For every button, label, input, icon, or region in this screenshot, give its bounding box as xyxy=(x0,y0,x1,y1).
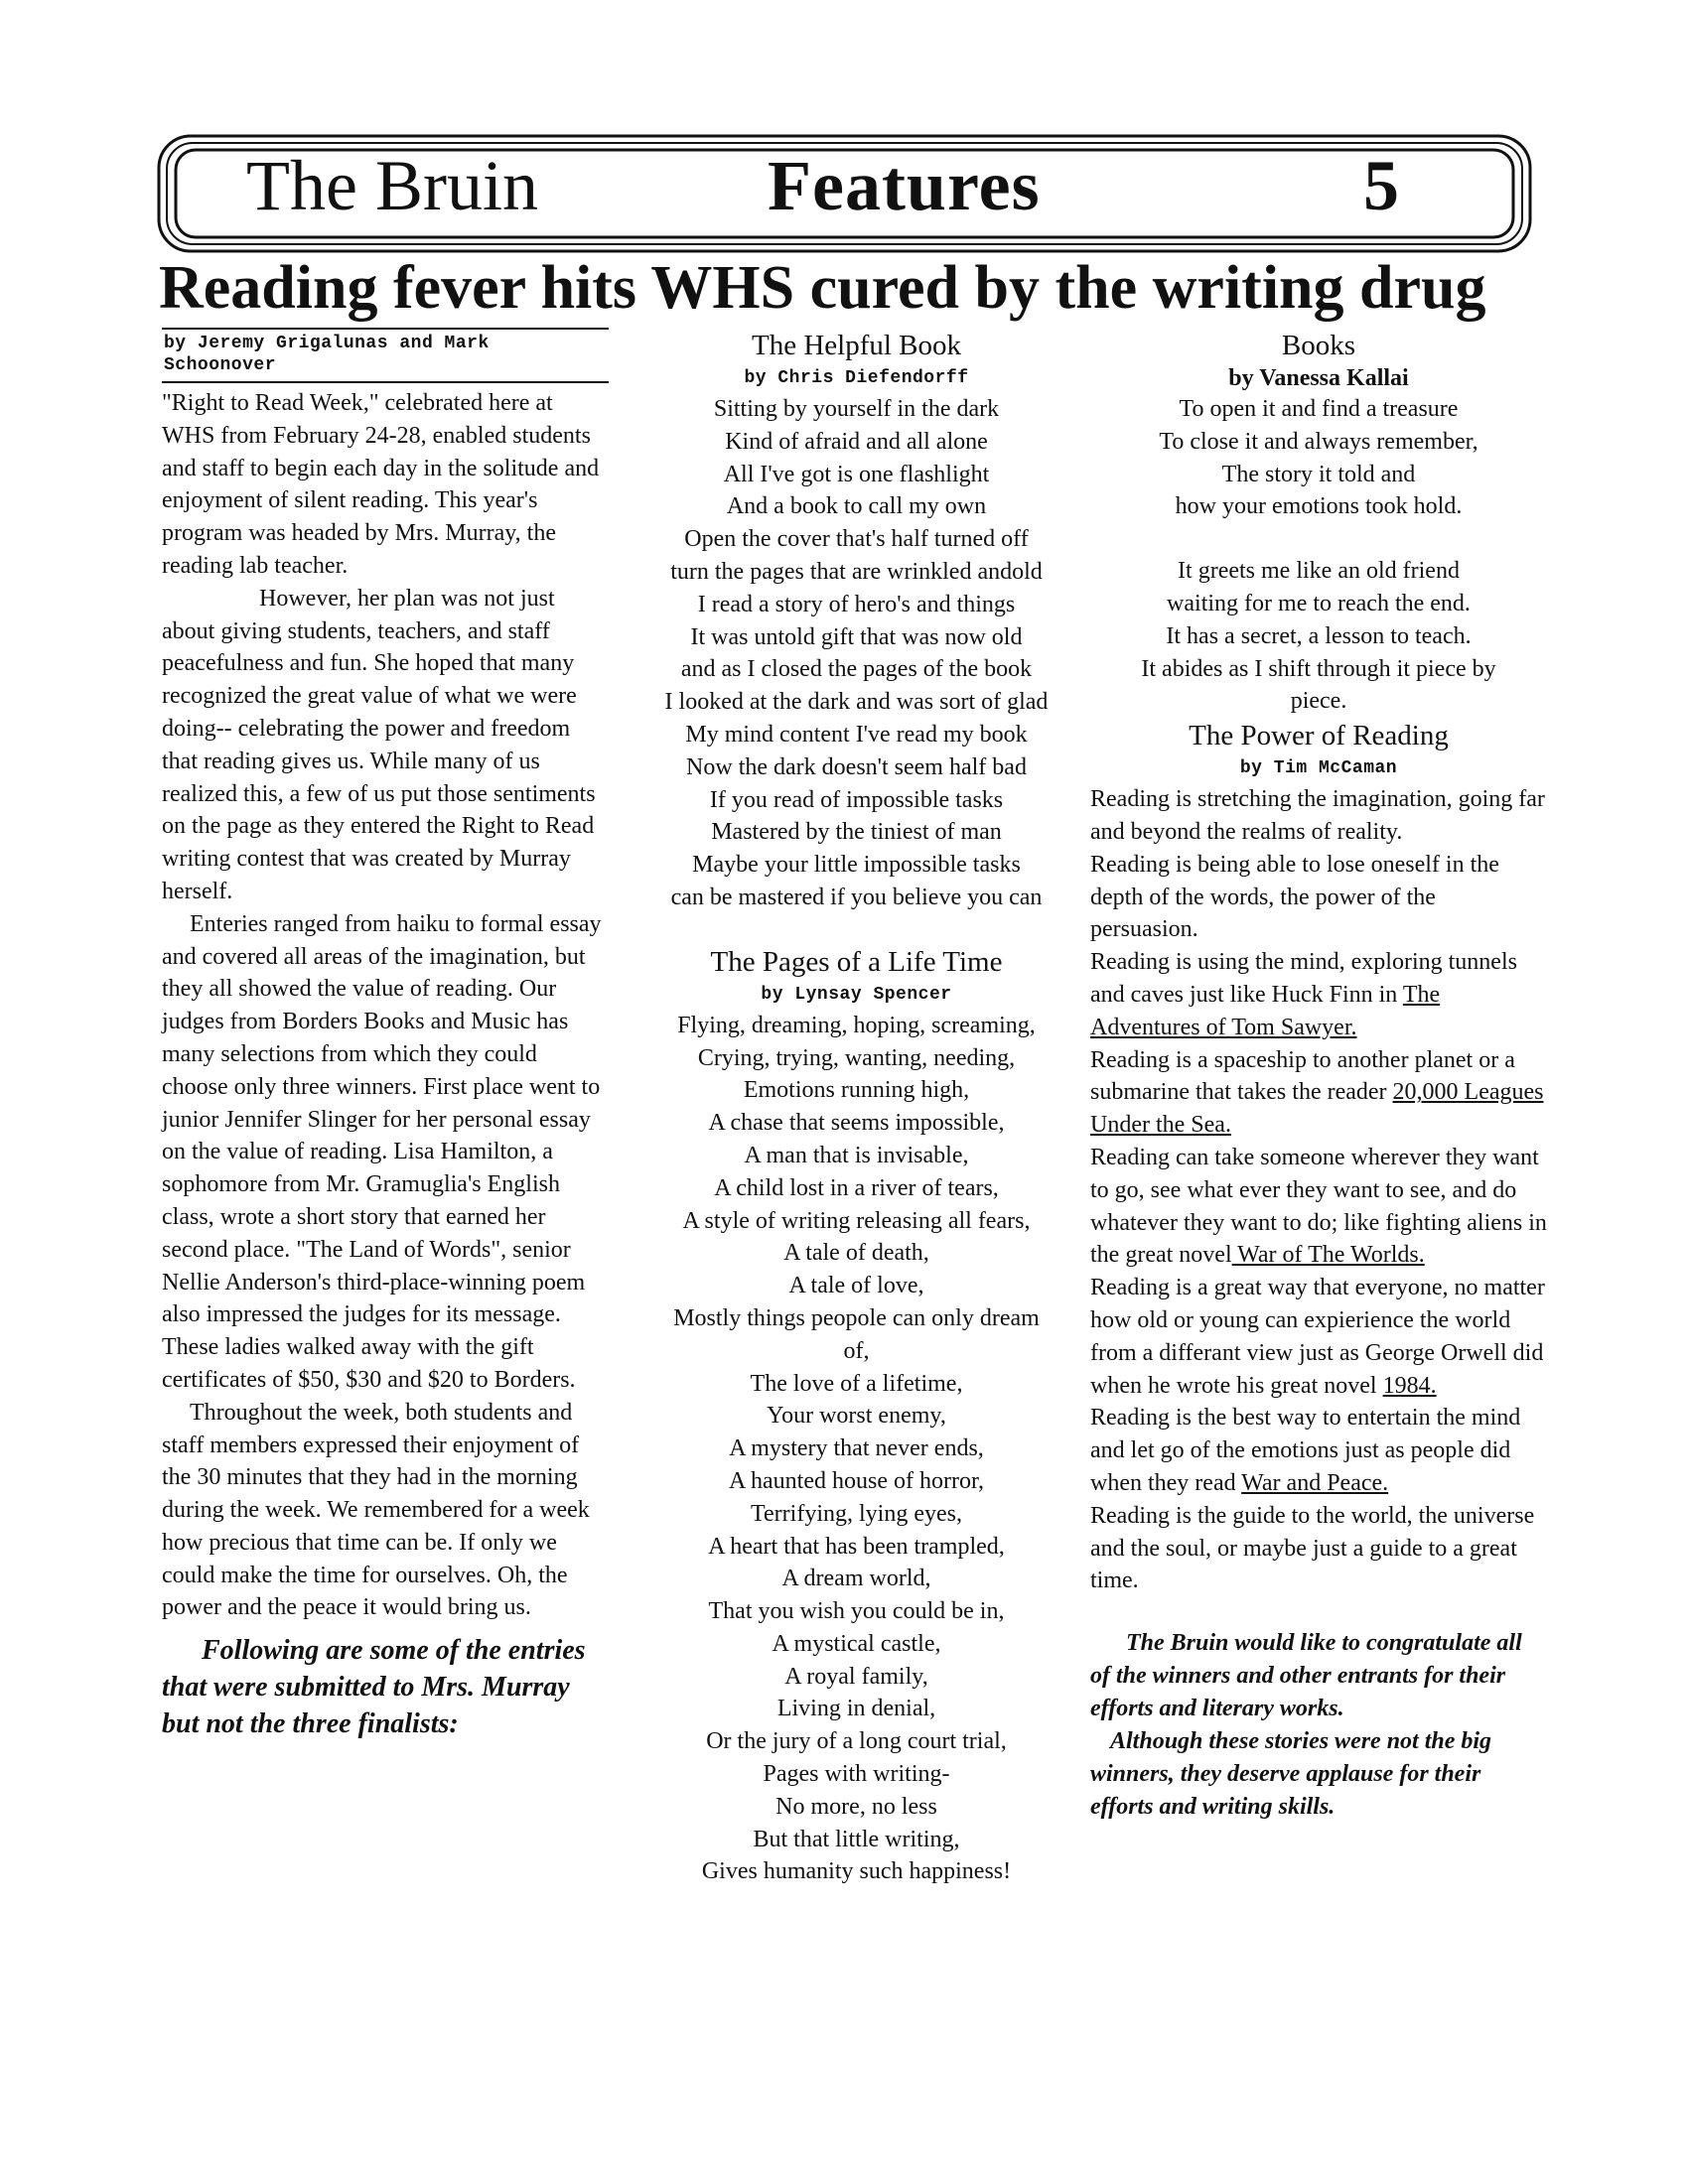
poem-line: I read a story of hero's and things xyxy=(697,591,1016,617)
poem-stanza xyxy=(1090,1044,1547,1142)
poem-stanza: Reading is being able to lose oneself in the depth of the words, the power of the persuasion. xyxy=(1090,851,1499,943)
article-paragraph: However, her plan was not just about giving students, teachers, and staff peacefulness and fun. She hoped that many recognized the great value of what we were doing-- celebrating the power and freedom that reading gives us. While many of us realized this, a few of us put those sentiments on the page as they entered the Right to Read writing contest that was created by Murray herself. xyxy=(162,585,596,904)
book-title: War of The Worlds. xyxy=(1231,1242,1425,1269)
poem-line: My mind content I've read my book xyxy=(685,721,1028,748)
poem-stanza xyxy=(1090,1142,1547,1272)
poem-line: A haunted house of horror, xyxy=(729,1467,984,1494)
poem-line: Now the dark doesn't seem half bad xyxy=(686,753,1027,780)
poem-byline: by Vanessa Kallai xyxy=(1228,365,1409,391)
poem-line: Maybe your little impossible tasks xyxy=(692,852,1021,879)
closing-paragraph: The Bruin would like to congratulate all of the winners and other entrants for their efforts and literary works. xyxy=(1090,1630,1522,1722)
poem-line: To open it and find a treasure xyxy=(1179,396,1459,422)
poem-line: A chase that seems impossible, xyxy=(708,1110,1005,1137)
poem-line: turn the pages that are wrinkled andold xyxy=(670,558,1043,585)
article-paragraph: Enteries ranged from haiku to formal essay and covered all areas of the imagination, but they all showed the value of reading. Our judges from Borders Books and Music has many selections from which they could choose only three winners. First place went to junior Jennifer Slinger for her personal essay on the value of reading. Lisa Hamilton, a sophomore from Mr. Gramuglia's English class, wrote a short story that earned her second place. "The Land of Words", senior Nellie Anderson's third-place-winning poem also impressed the judges for its message. These ladies walked away with the gift certificates of $50, $30 and $20 to Borders. xyxy=(162,910,602,1393)
poem-line: Living in denial, xyxy=(776,1696,936,1722)
poem-line: Terrifying, lying eyes, xyxy=(751,1500,962,1527)
poem-body xyxy=(631,1010,1082,1889)
poem-title: The Helpful Book xyxy=(751,330,961,361)
poem-stanza xyxy=(1090,1272,1547,1402)
right-column xyxy=(1090,328,1547,1824)
section-banner xyxy=(157,134,1532,253)
poem-line: It was untold gift that was now old xyxy=(690,623,1023,650)
poem-line: A child lost in a river of tears, xyxy=(714,1174,999,1201)
poem-line: The story it told and xyxy=(1221,461,1416,487)
poem-line: Gives humanity such happiness! xyxy=(701,1858,1012,1885)
poem-line: A mystery that never ends, xyxy=(729,1435,984,1462)
poem-line: Crying, trying, wanting, needing, xyxy=(697,1044,1016,1071)
poem-line: Kind of afraid and all alone xyxy=(725,428,988,455)
poem-line: A dream world, xyxy=(781,1566,931,1592)
poem-line: and as I closed the pages of the book xyxy=(680,656,1033,683)
entries-intro: Following are some of the entries that were submitted to Mrs. Murray but not the three finalists: xyxy=(162,1635,586,1740)
poem-byline: by Lynsay Spencer xyxy=(761,984,952,1005)
poem-title: Books xyxy=(1281,330,1356,361)
poem-line: piece. xyxy=(1290,688,1347,715)
poem-stanza xyxy=(1090,946,1547,1043)
poem-line: And a book to call my own xyxy=(726,493,987,520)
poem-line: A mystical castle, xyxy=(772,1630,941,1657)
poem-line: No more, no less xyxy=(775,1793,937,1820)
poem-body xyxy=(631,393,1082,914)
poem-line: A tale of death, xyxy=(783,1240,929,1267)
poem-body xyxy=(1090,783,1547,1597)
poem-line: of, xyxy=(843,1337,870,1364)
poem-line: I looked at the dark and was sort of glad xyxy=(664,689,1049,716)
poem-title: The Power of Reading xyxy=(1189,720,1449,752)
poem-stanza xyxy=(1090,1402,1547,1499)
article-byline: by Jeremy Grigalunas and Mark Schoonover xyxy=(162,328,609,383)
poem-line: It greets me like an old friend xyxy=(1178,558,1460,585)
page-number: 5 xyxy=(1363,146,1399,225)
stanza-text: Reading is using the mind, exploring tunnels and caves just like Huck Finn in xyxy=(1090,949,1517,1008)
book-title: 20,000 Leagues Under the Sea. xyxy=(1090,1079,1544,1139)
poem-stanza: Reading is stretching the imagination, going far and beyond the realms of reality. xyxy=(1090,786,1545,845)
poem-line: It abides as I shift through it piece by xyxy=(1141,655,1496,682)
poem-line: But that little writing, xyxy=(753,1826,960,1852)
poem-stanza: Reading is the guide to the world, the universe and the soul, or maybe just a guide to a great time. xyxy=(1090,1502,1535,1594)
poem-line: Mastered by the tiniest of man xyxy=(711,819,1002,846)
poem-line: waiting for me to reach the end. xyxy=(1167,590,1471,616)
poem-line: The love of a lifetime, xyxy=(750,1370,963,1397)
poem-body xyxy=(1090,393,1547,718)
closing-paragraph: Although these stories were not the big winners, they deserve applause for their efforts and writing skills. xyxy=(1090,1728,1492,1821)
poem-line: A heart that has been trampled, xyxy=(708,1533,1005,1560)
congratulations-note xyxy=(1090,1627,1547,1824)
poem-byline: by Chris Diefendorff xyxy=(744,368,969,388)
poem-line: Flying, dreaming, hoping, screaming, xyxy=(677,1012,1036,1038)
poems-column xyxy=(631,328,1082,1888)
headline: Reading fever hits WHS cured by the writing drug xyxy=(159,254,1486,322)
poem-line: A man that is invisable, xyxy=(744,1142,969,1168)
poem-title: The Pages of a Life Time xyxy=(710,945,1003,978)
paper-name: The Bruin xyxy=(246,146,538,225)
poem-line: Or the jury of a long court trial, xyxy=(706,1728,1007,1755)
stanza-text: Reading is a great way that everyone, no matter how old or young can expierience the world from a differant view just as George Orwell did when he wrote his great novel xyxy=(1090,1275,1545,1399)
poem-line: Mostly things peopole can only dream xyxy=(673,1304,1040,1331)
poem-line: All I've got is one flashlight xyxy=(723,461,990,487)
book-title: War and Peace. xyxy=(1241,1469,1389,1496)
poem-line: can be mastered if you believe you can xyxy=(670,884,1043,910)
book-title: The Adventures of Tom Sawyer. xyxy=(1090,981,1441,1040)
stanza-text: Reading is a spaceship to another planet or a submarine that takes the reader xyxy=(1090,1046,1515,1106)
poem-line: Sitting by yourself in the dark xyxy=(713,396,1000,422)
stanza-text: Reading is the best way to entertain the mind and let go of the emotions just as people did when they read xyxy=(1090,1405,1521,1496)
poem-line: To close it and always remember, xyxy=(1159,428,1478,455)
poem-line: A royal family, xyxy=(784,1663,928,1690)
book-title: 1984. xyxy=(1382,1372,1437,1399)
section-title: Features xyxy=(768,146,1041,225)
poem-line: If you read of impossible tasks xyxy=(709,786,1004,813)
article-paragraph: "Right to Read Week," celebrated here at WHS from February 24-28, enabled students and staff to begin each day in the solitude and enjoyment of silent reading. This year's program was headed by Mrs. Murray, the reading lab teacher. xyxy=(162,390,600,579)
poem-byline: by Tim McCaman xyxy=(1239,758,1398,779)
stanza-text: Reading can take someone wherever they want to go, see what ever they want to see, and do whatever they want to do; like fighting aliens in the great novel xyxy=(1090,1144,1547,1269)
poem-line: A tale of love, xyxy=(788,1273,924,1299)
poem-line: Open the cover that's half turned off xyxy=(684,526,1029,553)
poem-line: Pages with writing- xyxy=(763,1761,950,1788)
poem-line: how your emotions took hold. xyxy=(1175,493,1463,520)
article-column xyxy=(162,328,609,1742)
poem-line: It has a secret, a lesson to teach. xyxy=(1166,622,1472,649)
article-paragraph: Throughout the week, both students and staff members expressed their enjoyment of the 30 minutes that they had in the morning during the week. We remembered for a week how precious that time can be. If only we could make the time for ourselves. Oh, the power and the peace it would bring us. xyxy=(162,1399,590,1621)
poem-line: Your worst enemy, xyxy=(767,1403,946,1430)
poem-line: That you wish you could be in, xyxy=(708,1598,1005,1625)
poem-line: Emotions running high, xyxy=(743,1077,970,1104)
poem-line: A style of writing releasing all fears, xyxy=(682,1207,1031,1234)
